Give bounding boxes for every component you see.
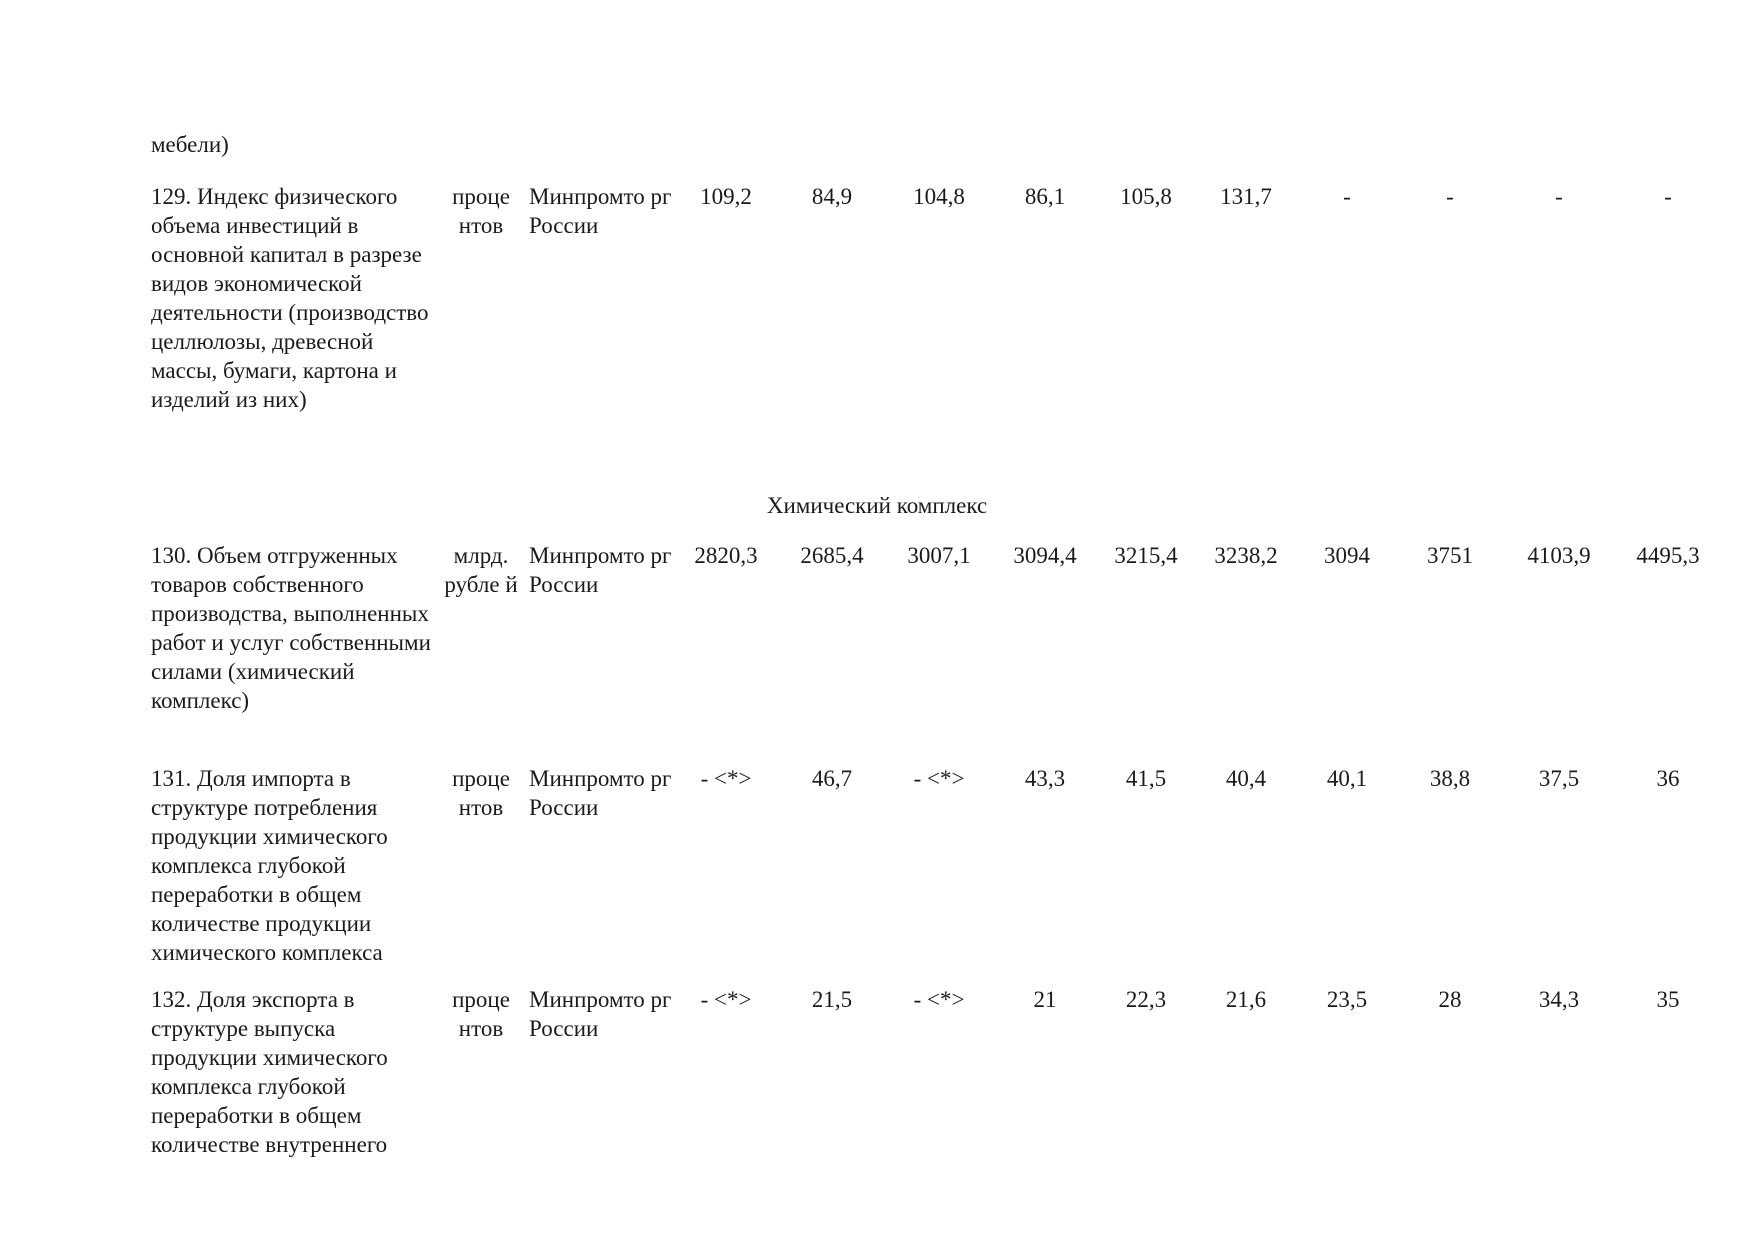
- unit-132: проце нтов: [452, 987, 510, 1041]
- value-132-c5: 22,3: [1125, 987, 1167, 1012]
- value-129-c4: 86,1: [1024, 184, 1066, 209]
- value-131-c8: 38,8: [1429, 766, 1471, 791]
- continued-indicator-text: мебели): [151, 132, 229, 157]
- unit-130: млрд. рубле й: [444, 543, 518, 597]
- value-130-c1: 2820,3: [694, 543, 758, 568]
- value-131-c2: 46,7: [811, 766, 853, 791]
- source-131: Минпромто рг России: [529, 766, 672, 820]
- value-130-c4: 3094,4: [1013, 543, 1077, 568]
- value-130-c6: 3238,2: [1214, 543, 1278, 568]
- value-130-c7: 3094: [1324, 543, 1370, 568]
- unit-131: проце нтов: [452, 766, 510, 820]
- indicator-132: 132. Доля экспорта в структуре выпуска продукции химического комплекса глубокой переработки в общем количестве внутреннего: [151, 987, 388, 1157]
- value-131-c5: 41,5: [1125, 766, 1167, 791]
- value-130-c10: 4495,3: [1636, 543, 1700, 568]
- value-130-c8: 3751: [1427, 543, 1473, 568]
- value-132-c6: 21,6: [1225, 987, 1267, 1012]
- value-129-c3: 104,8: [913, 184, 965, 209]
- value-130-c2: 2685,4: [800, 543, 864, 568]
- section-title: Химический комплекс: [766, 493, 988, 518]
- value-132-c7: 23,5: [1326, 987, 1368, 1012]
- indicator-129: 129. Индекс физического объема инвестиций в основной капитал в разрезе видов экономической деятельности (производство целлюлозы, древесной массы, бумаги, картона и изделий из них): [151, 184, 429, 412]
- value-132-c2: 21,5: [811, 987, 853, 1012]
- value-129-c6: 131,7: [1220, 184, 1272, 209]
- value-132-c8: 28: [1438, 987, 1462, 1012]
- value-129-c9: -: [1555, 184, 1563, 209]
- value-129-c10: -: [1664, 184, 1672, 209]
- value-129-c1: 109,2: [700, 184, 752, 209]
- source-132: Минпромто рг России: [529, 987, 672, 1041]
- value-132-c4: 21: [1033, 987, 1057, 1012]
- value-131-c9: 37,5: [1538, 766, 1580, 791]
- value-129-c5: 105,8: [1120, 184, 1172, 209]
- value-132-c9: 34,3: [1538, 987, 1580, 1012]
- value-129-c2: 84,9: [811, 184, 853, 209]
- value-131-c6: 40,4: [1225, 766, 1267, 791]
- indicator-130: 130. Объем отгруженных товаров собственного производства, выполненных работ и услуг собственными силами (химический комплекс): [151, 543, 431, 713]
- value-131-c7: 40,1: [1326, 766, 1368, 791]
- value-130-c9: 4103,9: [1527, 543, 1591, 568]
- source-129: Минпромто рг России: [529, 184, 672, 238]
- value-131-c1: - <*>: [700, 766, 752, 791]
- indicator-131: 131. Доля импорта в структуре потребления продукции химического комплекса глубокой переработки в общем количестве продукции химического комплекса: [151, 766, 388, 965]
- value-129-c8: -: [1446, 184, 1454, 209]
- value-130-c5: 3215,4: [1114, 543, 1178, 568]
- value-129-c7: -: [1343, 184, 1351, 209]
- value-132-c1: - <*>: [700, 987, 752, 1012]
- value-130-c3: 3007,1: [907, 543, 971, 568]
- value-131-c10: 36: [1656, 766, 1680, 791]
- value-131-c3: - <*>: [913, 766, 965, 791]
- source-130: Минпромто рг России: [529, 543, 672, 597]
- value-132-c10: 35: [1656, 987, 1680, 1012]
- value-132-c3: - <*>: [913, 987, 965, 1012]
- value-131-c4: 43,3: [1024, 766, 1066, 791]
- unit-129: проце нтов: [452, 184, 510, 238]
